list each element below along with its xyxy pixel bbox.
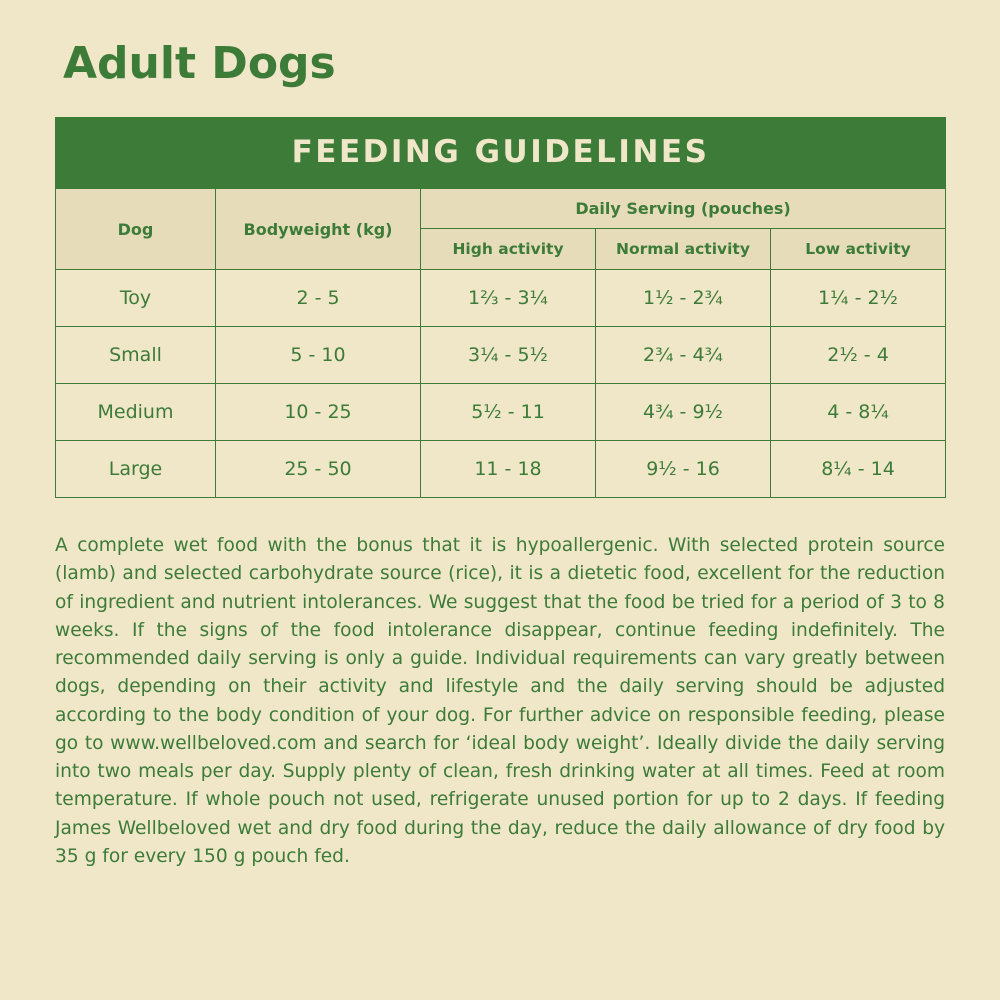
cell-normal-activity: 2¾ - 4¾ bbox=[596, 327, 771, 384]
cell-bodyweight: 25 - 50 bbox=[216, 441, 421, 498]
cell-low-activity: 4 - 8¼ bbox=[771, 384, 946, 441]
cell-low-activity: 1¼ - 2½ bbox=[771, 270, 946, 327]
header-daily-serving: Daily Serving (pouches) bbox=[421, 189, 946, 229]
cell-dog: Small bbox=[56, 327, 216, 384]
table-row bbox=[56, 270, 946, 327]
cell-normal-activity: 4¾ - 9½ bbox=[596, 384, 771, 441]
cell-dog: Toy bbox=[56, 270, 216, 327]
table-row bbox=[56, 441, 946, 498]
header-dog: Dog bbox=[56, 189, 216, 270]
cell-dog: Medium bbox=[56, 384, 216, 441]
cell-high-activity: 3¼ - 5½ bbox=[421, 327, 596, 384]
cell-low-activity: 2½ - 4 bbox=[771, 327, 946, 384]
cell-bodyweight: 5 - 10 bbox=[216, 327, 421, 384]
cell-high-activity: 11 - 18 bbox=[421, 441, 596, 498]
table-banner-row bbox=[56, 118, 946, 189]
table-header-row-1 bbox=[56, 189, 946, 229]
cell-low-activity: 8¼ - 14 bbox=[771, 441, 946, 498]
cell-dog: Large bbox=[56, 441, 216, 498]
table-row bbox=[56, 327, 946, 384]
table-banner: FEEDING GUIDELINES bbox=[56, 118, 946, 189]
cell-bodyweight: 2 - 5 bbox=[216, 270, 421, 327]
cell-normal-activity: 9½ - 16 bbox=[596, 441, 771, 498]
header-low-activity: Low activity bbox=[771, 229, 946, 270]
feeding-guidelines-table bbox=[55, 117, 946, 498]
cell-bodyweight: 10 - 25 bbox=[216, 384, 421, 441]
cell-high-activity: 1⅔ - 3¼ bbox=[421, 270, 596, 327]
cell-high-activity: 5½ - 11 bbox=[421, 384, 596, 441]
page-title: Adult Dogs bbox=[63, 38, 336, 89]
feeding-table-wrapper bbox=[55, 117, 945, 498]
header-normal-activity: Normal activity bbox=[596, 229, 771, 270]
description-text: A complete wet food with the bonus that it is hypoallergenic. With selected protein source (lamb) and selected carbohydrate source (rice), it is a dietetic food, excellent for the reduction of ingredient and nutrient intolerances. We suggest that the food be tried for a period of 3 to 8 weeks. If the signs of the food intolerance disappear, continue feeding indefinitely. The recommended daily serving is only a guide. Individual requirements can vary greatly between dogs, depending on their activity and lifestyle and the daily serving should be adjusted according to the body condition of your dog. For further advice on responsible feeding, please go to www.wellbeloved.com and search for ‘ideal body weight’. Ideally divide the daily serving into two meals per day. Supply plenty of clean, fresh drinking water at all times. Feed at room temperature. If whole pouch not used, refrigerate unused portion for up to 2 days. If feeding James Wellbeloved wet and dry food during the day, reduce the daily allowance of dry food by 35 g for every 150 g pouch fed. bbox=[55, 535, 945, 867]
header-high-activity: High activity bbox=[421, 229, 596, 270]
header-bodyweight: Bodyweight (kg) bbox=[216, 189, 421, 270]
table-row bbox=[56, 384, 946, 441]
cell-normal-activity: 1½ - 2¾ bbox=[596, 270, 771, 327]
